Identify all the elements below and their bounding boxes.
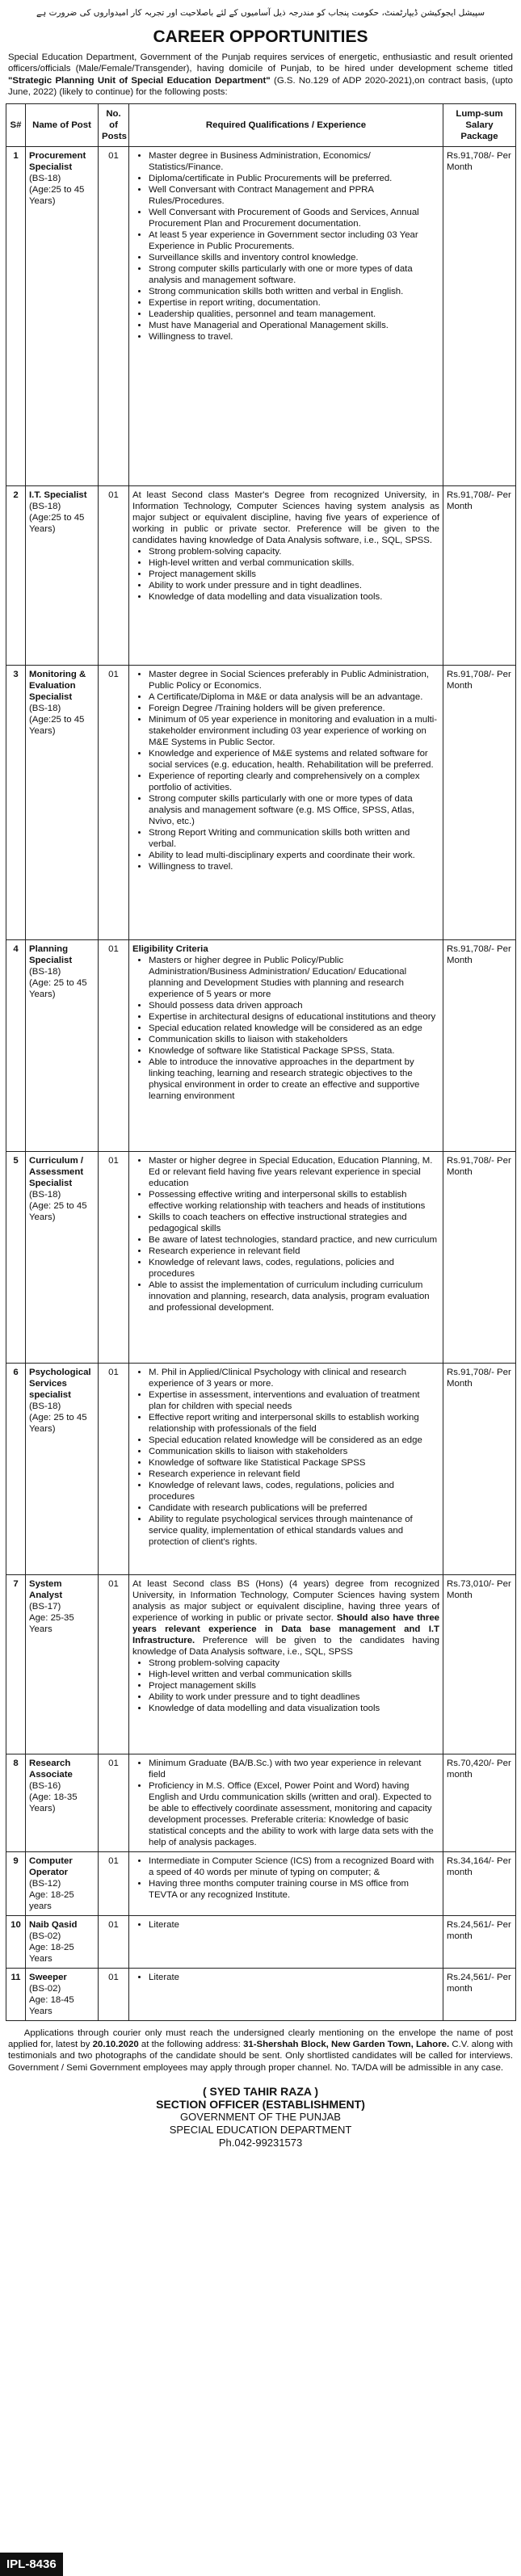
qualification-list [132, 1972, 439, 1983]
list-item: • Literate [149, 1919, 439, 1931]
post-name: Computer Operator [29, 1855, 73, 1877]
list-item: • At least 5 year experience in Government sector including 03 Year Experience in Public Procurements. [149, 229, 439, 252]
post-age: (Age:25 to 45 Years) [29, 714, 85, 736]
post-grade: (BS-16) [29, 1780, 61, 1791]
posts-count: 01 [99, 146, 129, 485]
list-item: • Able to assist the implementation of curriculum including curriculum innovation and planning, research, data analysis, program evaluation and professional development. [149, 1280, 439, 1313]
list-item: • Strong problem-solving capacity [149, 1658, 439, 1669]
salary-cell: Rs.73,010/- Per Month [443, 1574, 516, 1754]
table-row [6, 485, 516, 665]
qualifications-cell [129, 939, 443, 1151]
post-grade: (BS-02) [29, 1931, 61, 1941]
list-item: • M. Phil in Applied/Clinical Psychology with clinical and research experience of 3 years or more. [149, 1367, 439, 1389]
qualifications-cell [129, 1754, 443, 1851]
list-item: • Knowledge of relevant laws, codes, regulations, policies and procedures [149, 1480, 439, 1502]
list-item: • Expertise in architectural designs of educational institutions and theory [149, 1011, 439, 1023]
list-item: • Special education related knowledge will be considered as an edge [149, 1023, 439, 1034]
post-cell [26, 1363, 99, 1574]
row-sr: 9 [6, 1851, 26, 1915]
qualifications-cell [129, 665, 443, 939]
qualification-list [132, 1155, 439, 1313]
intro-paragraph: Special Education Department, Government of the Punjab requires services of energetic, enthusiastic and result oriented officers/officials (Male/Female/Transgender), having domicile of Punjab, to be hired under development scheme titled "Strategic Planning Unit of Special Education Department" (G.S. No.129 of ADP 2020-2021),on contract basis, (upto June, 2022) (likely to continue) for the following posts: [8, 53, 514, 98]
post-age: Age: 18-25 Years [29, 1942, 74, 1964]
salary-cell: Rs.24,561/- Per month [443, 1968, 516, 2020]
post-name: Curriculum / Assessment Specialist [29, 1155, 84, 1188]
list-item: • Knowledge of software like Statistical Package SPSS [149, 1457, 439, 1469]
post-age: Age: 18-25 years [29, 1889, 74, 1911]
qualifications-cell [129, 146, 443, 485]
post-cell [26, 485, 99, 665]
list-item: • Ability to work under pressure and to tight deadlines [149, 1691, 439, 1703]
post-name: Procurement Specialist [29, 150, 86, 172]
posts-count: 01 [99, 1851, 129, 1915]
signatory-name: ( SYED TAHIR RAZA ) [202, 2085, 319, 2099]
list-item: • Leadership qualities, personnel and team management. [149, 309, 439, 320]
qualifications-cell [129, 1851, 443, 1915]
list-item: • Master or higher degree in Special Education, Education Planning, M. Ed or relevant field having five years relevant experience in special education [149, 1155, 439, 1189]
qualifications-cell [129, 1968, 443, 2020]
post-name: Monitoring & Evaluation Specialist [29, 669, 86, 702]
post-name: System Analyst [29, 1578, 63, 1600]
row-sr: 4 [6, 939, 26, 1151]
salary-cell: Rs.91,708/- Per Month [443, 1363, 516, 1574]
ipl-number-badge: IPL-8436 [0, 2553, 63, 2576]
table-row [6, 1915, 516, 1968]
salary-cell: Rs.70,420/- Per month [443, 1754, 516, 1851]
post-cell [26, 1754, 99, 1851]
post-age: (Age: 25 to 45 Years) [29, 977, 87, 999]
post-grade: (BS-17) [29, 1601, 61, 1612]
list-item: • Knowledge of data modelling and data visualization tools. [149, 591, 439, 603]
qualification-lead: At least Second class Master's Degree from recognized University, in Information Technology, Computer Sciences having system analysis as major subject or equivalent discipline, having five years of experience of working in public or private sector. Preference will be given to the candidates having knowledge of Data Analysis software, i.e., SQL, SPSS. [132, 490, 439, 545]
qualification-list [132, 1758, 439, 1848]
list-item: • Project management skills [149, 569, 439, 580]
page-title: CAREER OPPORTUNITIES [153, 27, 368, 46]
list-item: • High-level written and verbal communication skills. [149, 557, 439, 569]
post-name: Research Associate [29, 1758, 73, 1780]
row-sr: 3 [6, 665, 26, 939]
signatory-phone: Ph.042-99231573 [218, 2137, 303, 2149]
table-row [6, 1151, 516, 1363]
list-item: • High-level written and verbal communication skills [149, 1669, 439, 1680]
list-item: • Willingness to travel. [149, 331, 439, 342]
qualifications-cell [129, 1363, 443, 1574]
post-age: Age: 18-45 Years [29, 1994, 74, 2016]
list-item: • Ability to work under pressure and in tight deadlines. [149, 580, 439, 591]
header-qualifications: Required Qualifications / Experience [129, 103, 443, 146]
table-row [6, 146, 516, 485]
post-age: (Age: 25 to 45 Years) [29, 1412, 87, 1434]
table-row [6, 1754, 516, 1851]
salary-cell: Rs.91,708/- Per Month [443, 146, 516, 485]
list-item: • Literate [149, 1972, 439, 1983]
list-item: • Knowledge of data modelling and data visualization tools [149, 1703, 439, 1714]
table-row [6, 1363, 516, 1574]
post-cell [26, 939, 99, 1151]
table-row [6, 1851, 516, 1915]
application-instructions: Applications through courier only must reach the undersigned clearly mentioning on the envelope the name of post applied for, latest by 20.10.2020 at the following address: 31-Shershah Block, New Garden Town, Lahore. C.V. along with testimonials and two photographs of the candidate should be sent. Only shortlisted candidates will be called for interviews. Government / Semi Government employees may apply through proper channel. No. TA/DA will be admissible in any case. [8, 2028, 514, 2073]
list-item: • Surveillance skills and inventory control knowledge. [149, 252, 439, 263]
post-cell [26, 665, 99, 939]
list-item: • Proficiency in M.S. Office (Excel, Power Point and Word) having English and Urdu communication skills (written and oral). Expected to be able to effectively coordinate assessment, monitoring and capacity development processes. Preferable criteria: Knowledge of basic statistical concepts and the ability to work with large data sets with the help of analysis packages. [149, 1780, 439, 1848]
posts-count: 01 [99, 665, 129, 939]
list-item: • Knowledge of software like Statistical Package SPSS, Stata. [149, 1045, 439, 1057]
list-item: • Expertise in report writing, documentation. [149, 297, 439, 309]
post-name: Sweeper [29, 1972, 67, 1982]
list-item: • Candidate with research publications will be preferred [149, 1502, 439, 1514]
table-row [6, 1968, 516, 2020]
signatory-org: GOVERNMENT OF THE PUNJAB [180, 2111, 341, 2124]
list-item: • Strong computer skills particularly with one or more types of data analysis and management software. [149, 263, 439, 286]
list-item: • Diploma/certificate in Public Procurements will be preferred. [149, 173, 439, 184]
header-posts-count: No. of Posts [99, 103, 129, 146]
post-grade: (BS-18) [29, 173, 61, 183]
signatory-dept: SPECIAL EDUCATION DEPARTMENT [169, 2124, 352, 2137]
list-item: • Knowledge of relevant laws, codes, regulations, policies and procedures [149, 1257, 439, 1280]
list-item: • Special education related knowledge will be considered as an edge [149, 1435, 439, 1446]
post-grade: (BS-18) [29, 1401, 61, 1411]
row-sr: 11 [6, 1968, 26, 2020]
list-item: • Research experience in relevant field [149, 1246, 439, 1257]
list-item: • Must have Managerial and Operational Management skills. [149, 320, 439, 331]
salary-cell: Rs.91,708/- Per Month [443, 485, 516, 665]
list-item: • Expertise in assessment, interventions and evaluation of treatment plan for children with special needs [149, 1389, 439, 1412]
list-item: • Knowledge and experience of M&E systems and related software for social services (e.g. education, health. Rehabilitation will be preferred. [149, 748, 439, 771]
posts-count: 01 [99, 485, 129, 665]
post-grade: (BS-02) [29, 1983, 61, 1994]
table-row [6, 939, 516, 1151]
post-cell [26, 1851, 99, 1915]
list-item: • Communication skills to liaison with stakeholders [149, 1034, 439, 1045]
post-name: Psychological Services specialist [29, 1367, 91, 1400]
post-age: (Age:25 to 45 Years) [29, 184, 85, 206]
list-item: • Ability to regulate psychological services through maintenance of service quality, implementation of ethical standards values and protection of client's rights. [149, 1514, 439, 1548]
list-item: • Masters or higher degree in Public Policy/Public Administration/Business Administration/ Education/ Educational planning and Development Studies with planning and research experience of 5 years or more [149, 955, 439, 1000]
row-sr: 7 [6, 1574, 26, 1754]
list-item: • Research experience in relevant field [149, 1469, 439, 1480]
qualifications-cell [129, 1915, 443, 1968]
qualification-list [132, 1367, 439, 1548]
qualifications-cell [129, 485, 443, 665]
post-name: Naib Qasid [29, 1919, 78, 1930]
list-item: • Strong computer skills particularly with one or more types of data analysis and management software (e.g. MS Office, SPSS, Atlas, Nvivo, etc.) [149, 793, 439, 827]
list-item: • Minimum Graduate (BA/B.Sc.) with two year experience in relevant field [149, 1758, 439, 1780]
list-item: • Intermediate in Computer Science (ICS) from a recognized Board with a speed of 40 words per minute of typing on computer; & [149, 1855, 439, 1878]
post-cell [26, 146, 99, 485]
list-item: • Should possess data driven approach [149, 1000, 439, 1011]
posts-count: 01 [99, 1151, 129, 1363]
list-item: • Skills to coach teachers on effective instructional strategies and pedagogical skills [149, 1212, 439, 1234]
post-cell [26, 1915, 99, 1968]
qualification-list [132, 150, 439, 342]
post-name: Planning Specialist [29, 943, 73, 965]
table-row [6, 665, 516, 939]
qualification-list [132, 1658, 439, 1714]
table-row [6, 1574, 516, 1754]
post-name: I.T. Specialist [29, 490, 87, 500]
table-header-row [6, 103, 516, 146]
salary-cell: Rs.24,561/- Per month [443, 1915, 516, 1968]
salary-cell: Rs.91,708/- Per Month [443, 939, 516, 1151]
header-salary: Lump-sum Salary Package [443, 103, 516, 146]
posts-count: 01 [99, 1363, 129, 1574]
qualification-list [132, 1855, 439, 1901]
posts-count: 01 [99, 1968, 129, 2020]
list-item: • Strong problem-solving capacity. [149, 546, 439, 557]
salary-cell: Rs.34,164/- Per month [443, 1851, 516, 1915]
list-item: • Willingness to travel. [149, 861, 439, 872]
row-sr: 2 [6, 485, 26, 665]
list-item: • Strong communication skills both written and verbal in English. [149, 286, 439, 297]
post-age: (Age: 25 to 45 Years) [29, 1200, 87, 1222]
list-item: • Ability to lead multi-disciplinary experts and coordinate their work. [149, 850, 439, 861]
header-post: Name of Post [26, 103, 99, 146]
post-age: (Age:25 to 45 Years) [29, 512, 85, 534]
list-item: • Minimum of 05 year experience in monitoring and evaluation in a multi-stakeholder environment including 03 year experience of working on M&E Systems in Public Sector. [149, 714, 439, 748]
post-age: (Age: 18-35 Years) [29, 1792, 78, 1813]
list-item: • Be aware of latest technologies, standard practice, and new curriculum [149, 1234, 439, 1246]
signature-block [6, 2085, 515, 2149]
post-cell [26, 1151, 99, 1363]
post-grade: (BS-18) [29, 1189, 61, 1200]
qualification-list [132, 546, 439, 603]
row-sr: 6 [6, 1363, 26, 1574]
post-grade: (BS-18) [29, 703, 61, 713]
post-grade: (BS-18) [29, 966, 61, 977]
list-item: • Foreign Degree /Training holders will be given preference. [149, 703, 439, 714]
qualification-list [132, 1919, 439, 1931]
list-item: • Experience of reporting clearly and comprehensively on a complex portfolio of activities. [149, 771, 439, 793]
post-grade: (BS-12) [29, 1878, 61, 1889]
qualification-list [132, 955, 439, 1102]
posts-count: 01 [99, 1574, 129, 1754]
row-sr: 10 [6, 1915, 26, 1968]
post-grade: (BS-18) [29, 501, 61, 511]
list-item: • Strong Report Writing and communication skills both written and verbal. [149, 827, 439, 850]
row-sr: 1 [6, 146, 26, 485]
salary-cell: Rs.91,708/- Per Month [443, 665, 516, 939]
list-item: • A Certificate/Diploma in M&E or data analysis will be an advantage. [149, 691, 439, 703]
list-item: • Able to introduce the innovative approaches in the department by linking teaching, learning and research strategic objectives to the physical environment in order to create an effective and supportive learning environment [149, 1057, 439, 1102]
list-item: • Well Conversant with Procurement of Goods and Services, Annual Procurement Plan and Procurement documentation. [149, 207, 439, 229]
row-sr: 8 [6, 1754, 26, 1851]
list-item: • Project management skills [149, 1680, 439, 1691]
list-item: • Communication skills to liaison with stakeholders [149, 1446, 439, 1457]
list-item: • Having three months computer training course in MS office from TEVTA or any recognized Institute. [149, 1878, 439, 1901]
posts-count: 01 [99, 939, 129, 1151]
post-cell [26, 1968, 99, 2020]
post-age: Age: 25-35 Years [29, 1612, 74, 1634]
qualifications-cell [129, 1151, 443, 1363]
list-item: • Possessing effective writing and interpersonal skills to establish effective working relationship with teachers and heads of institutions [149, 1189, 439, 1212]
qualification-list [132, 669, 439, 872]
job-advertisement [6, 0, 515, 2149]
criteria-heading: Eligibility Criteria [132, 943, 208, 954]
list-item: • Master degree in Social Sciences preferably in Public Administration, Public Policy or Economics. [149, 669, 439, 691]
qualifications-cell [129, 1574, 443, 1754]
row-sr: 5 [6, 1151, 26, 1363]
urdu-header-line: سپیشل ایجوکیشن ڈیپارٹمنٹ، حکومت پنجاب کو مندرجہ ذیل آسامیوں کے لئے باصلاحیت اور تجربہ کار امیدواروں کی ضرورت ہے [36, 8, 485, 18]
qualification-lead: At least Second class BS (Hons) (4 years) degree from recognized University, in Information Technology, Computer Sciences having system analysis as major subject or equivalent discipline, having three years of experience of working in public or private sector. Should also have three years relevant experience in Data base management and I.T Infrastructure. Preference will be given to the candidates having knowledge of Data Analysis software, i.e., SQL, SPSS [132, 1578, 439, 1657]
posts-count: 01 [99, 1754, 129, 1851]
posts-table [6, 103, 516, 2021]
posts-count: 01 [99, 1915, 129, 1968]
post-cell [26, 1574, 99, 1754]
list-item: • Effective report writing and interpersonal skills to establish working relationship with professionals of the field [149, 1412, 439, 1435]
list-item: • Well Conversant with Contract Management and PPRA Rules/Procedures. [149, 184, 439, 207]
list-item: • Master degree in Business Administration, Economics/ Statistics/Finance. [149, 150, 439, 173]
salary-cell: Rs.91,708/- Per Month [443, 1151, 516, 1363]
signatory-designation: SECTION OFFICER (ESTABLISHMENT) [156, 2098, 365, 2112]
header-sr: S# [6, 103, 26, 146]
